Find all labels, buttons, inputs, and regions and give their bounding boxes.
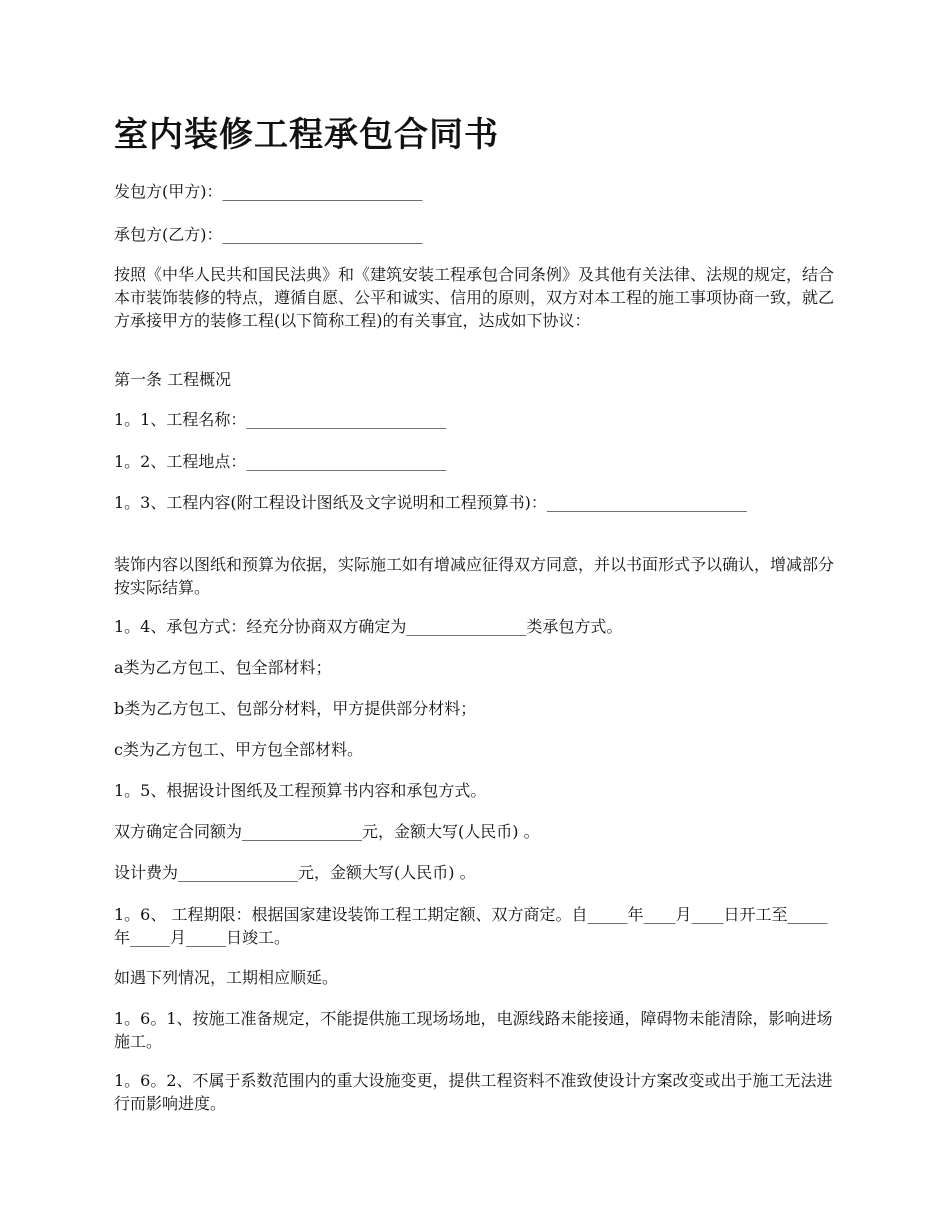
preamble-paragraph: 按照《中华人民共和国民法典》和《建筑安装工程承包合同条例》及其他有关法律、法规的规定，结合本市装饰装修的特点，遵循自愿、公平和诚实、信用的原则，双方对本工程的施工事项协商一致，就乙方承接甲方的装修工程(以下简称工程)的有关事宜，达成如下协议： bbox=[114, 265, 835, 330]
document-title: 室内装修工程承包合同书 bbox=[114, 115, 499, 155]
contract-amount-line: 双方确定合同额为_______________元，金额大写(人民币) 。 bbox=[114, 822, 540, 841]
decoration-content-note: 装饰内容以图纸和预算为依据，实际施工如有增减应征得双方同意，并以书面形式予以确认，增减部分按实际结算。 bbox=[114, 555, 835, 597]
delay-intro: 如遇下列情况，工期相应顺延。 bbox=[114, 968, 339, 987]
design-fee-line: 设计费为_______________元，金额大写(人民币) 。 bbox=[114, 863, 476, 882]
option-a: a类为乙方包工、包全部材料； bbox=[114, 658, 332, 677]
clause-1-6: 1。6、 工程期限：根据国家建设装饰工程工期定额、双方商定。自_____年____月____日开工至_____年_____月_____日竣工。 bbox=[114, 905, 828, 947]
clause-1-5: 1。5、根据设计图纸及工程预算书内容和承包方式。 bbox=[114, 781, 487, 800]
clause-1-6-2: 1。6。2、不属于系数范围内的重大设施变更，提供工程资料不准致使设计方案改变或出于施工无法进行而影响进度。 bbox=[114, 1071, 833, 1113]
party-a-line: 发包方(甲方)：_________________________ bbox=[114, 182, 423, 201]
option-c: c类为乙方包工、甲方包全部材料。 bbox=[114, 740, 363, 759]
clause-1-6-1: 1。6。1、按施工准备规定，不能提供施工现场场地，电源线路未能接通，障碍物未能清除，影响进场施工。 bbox=[114, 1009, 833, 1051]
clause-1-3: 1。3、工程内容(附工程设计图纸及文字说明和工程预算书)：_________________________ bbox=[114, 493, 747, 512]
option-b: b类为乙方包工、包部分材料，甲方提供部分材料； bbox=[114, 699, 477, 718]
clause-1-4: 1。4、承包方式：经充分协商双方确定为_______________类承包方式。 bbox=[114, 617, 623, 636]
article-1-heading: 第一条 工程概况 bbox=[114, 370, 232, 389]
party-b-line: 承包方(乙方)：_________________________ bbox=[114, 225, 423, 244]
clause-1-1: 1。1、工程名称：_________________________ bbox=[114, 410, 447, 429]
clause-1-2: 1。2、工程地点：_________________________ bbox=[114, 452, 447, 471]
